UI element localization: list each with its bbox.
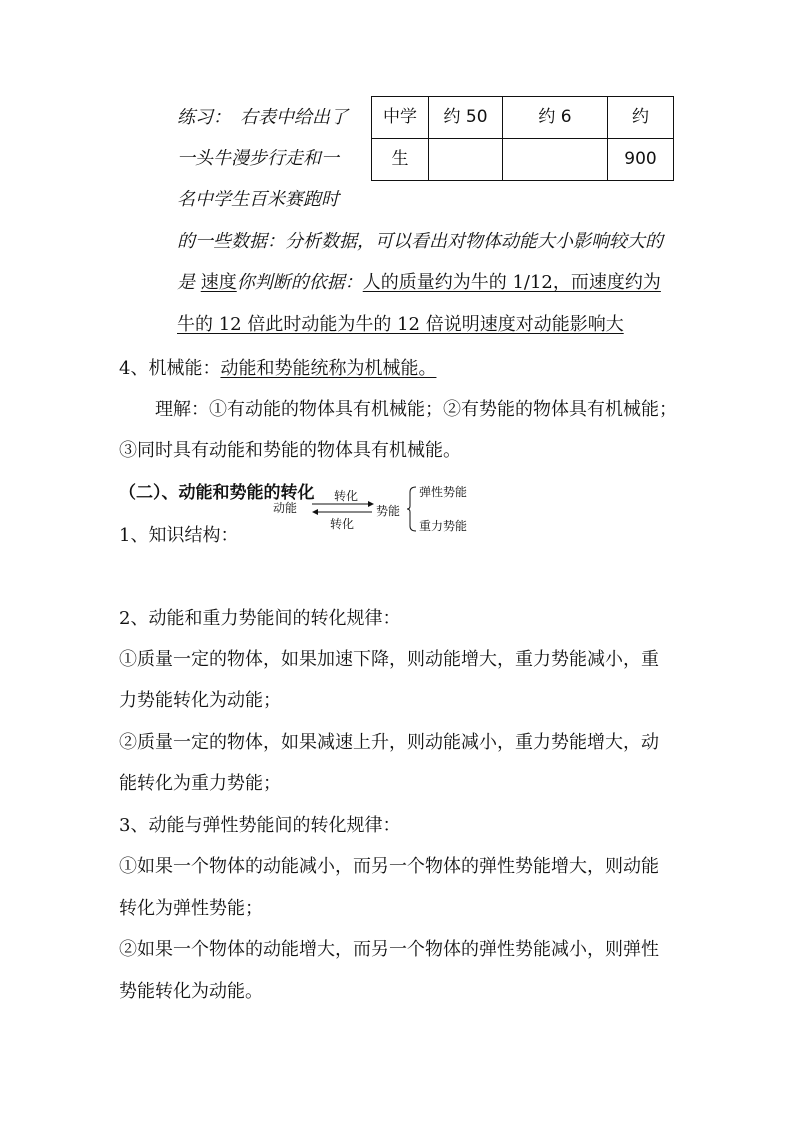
section3-p1-line1: ①如果一个物体的动能减小，而另一个物体的弹性势能增大，则动能	[119, 856, 659, 877]
section3-p1-line2: 转化为弹性势能；	[119, 898, 263, 919]
cont-mid: 你判断的依据：	[236, 272, 363, 293]
diagram-potential: 势能	[376, 504, 401, 518]
table-cell: 约	[608, 97, 674, 139]
table-cell: 约 6	[503, 97, 608, 139]
section2-p2-line1: ②质量一定的物体，如果减速上升，则动能减小，重力势能增大，动	[119, 732, 659, 753]
section2-p2-line2: 能转化为重力势能；	[119, 773, 281, 794]
section4-prefix: 4、机械能：	[119, 358, 221, 379]
knowledge-structure-label: 1、知识结构：	[119, 525, 239, 546]
exercise-cont-line-1: 的一些数据：分析数据，可以看出对物体动能大小影响较大的	[177, 231, 663, 252]
diagram-gravity: 重力势能	[419, 519, 468, 533]
table-cell: 中学	[372, 97, 429, 139]
table-cell: 约 50	[429, 97, 503, 139]
section3-title: 3、动能与弹性势能间的转化规律：	[119, 815, 401, 836]
section2-p1-line1: ①质量一定的物体，如果加速下降，则动能增大，重力势能减小，重	[119, 649, 659, 670]
understand-line-2: ③同时具有动能和势能的物体具有机械能。	[119, 440, 461, 461]
data-table	[371, 96, 674, 181]
exercise-line-3: 名中学生百米赛跑时	[177, 189, 339, 210]
table-cell	[429, 139, 503, 181]
exercise-line-2: 一头牛漫步行走和一	[177, 148, 339, 169]
answer-speed: 速度	[200, 272, 237, 293]
section3-p2-line1: ②如果一个物体的动能增大，而另一个物体的弹性势能减小，则弹性	[119, 939, 659, 960]
understand-line-1: 理解：①有动能的物体具有机械能；②有势能的物体具有机械能；	[155, 399, 677, 420]
table-cell: 生	[372, 139, 429, 181]
section4-line	[119, 357, 454, 381]
diagram-kinetic: 动能	[273, 501, 298, 515]
table-cell: 900	[608, 139, 674, 181]
reason-text: 人的质量约为牛的 1/12，而速度约为	[362, 272, 661, 293]
exercise-line-1: 练习： 右表中给出了	[177, 107, 348, 128]
cont-pre: 是	[177, 272, 201, 293]
arrow-right-head	[368, 501, 374, 507]
section-b-heading: （二）、动能和势能的转化	[119, 483, 315, 503]
section2-title: 2、动能和重力势能间的转化规律：	[119, 608, 401, 629]
arrow-left-head	[312, 509, 318, 515]
energy-conversion-diagram	[270, 478, 490, 538]
section2-p1-line2: 力势能转化为动能；	[119, 690, 281, 711]
section3-p2-line2: 势能转化为动能。	[119, 981, 263, 1002]
table-row	[372, 97, 674, 139]
exercise-cont-line-3: 牛的 12 倍此时动能为牛的 12 倍说明速度对动能影响大	[177, 314, 624, 335]
diagram-arrow-bottom: 转化	[330, 517, 355, 531]
table-row	[372, 139, 674, 181]
table-cell	[503, 139, 608, 181]
diagram-arrow-top: 转化	[334, 489, 359, 503]
brace	[407, 487, 416, 531]
diagram-elastic: 弹性势能	[419, 485, 468, 499]
section4-definition: 动能和势能统称为机械能。	[220, 358, 437, 379]
exercise-cont-line-2	[177, 271, 661, 295]
